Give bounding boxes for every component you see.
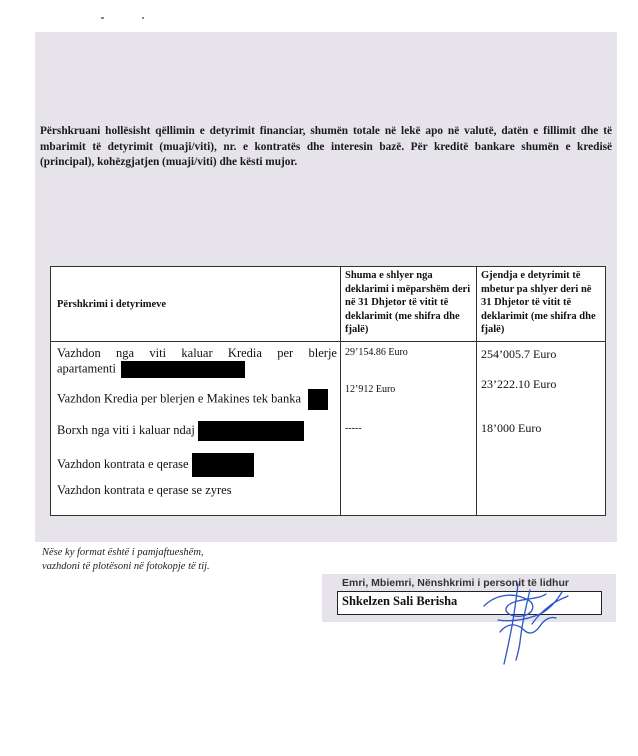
instructions-text: Përshkruani hollësisht qëllimin e detyrimit financiar, shumën totale në lekë apo në valutë, datën e fillimit dhe të mbarimit të detyrimit (muaji/viti), nr. e kontratës dhe interesin bazë. Për kreditë bankare shumën e kredisë (principal), kohëzgjatjen (muaji/viti) dhe kësti mujor.	[40, 125, 612, 169]
redaction-block	[308, 389, 328, 410]
redaction-block	[198, 421, 304, 441]
footnote	[42, 546, 210, 574]
list-item	[57, 453, 254, 477]
signature-caption: Emri, Mbiemri, Nënshkrimi i personit të lidhur	[342, 577, 569, 589]
remaining-amount-cell	[477, 342, 606, 516]
footnote-line: vazhdoni të plotësoni në fotokopje të tij.	[42, 561, 210, 572]
list-item	[57, 483, 232, 498]
item-text: Vazhdon kontrata e qerase se zyres	[57, 483, 232, 497]
remaining-value: 254’005.7 Euro	[481, 347, 557, 361]
paid-value: -----	[345, 423, 362, 434]
item-line: Vazhdon nga viti kaluar Kredia per blerje	[57, 346, 337, 360]
table-body-row	[51, 342, 606, 516]
paid-value: 12’912 Euro	[345, 384, 396, 395]
signature-stroke	[500, 617, 556, 632]
paid-value: 29’154.86 Euro	[345, 347, 408, 358]
remaining-value: 23’222.10 Euro	[481, 377, 557, 391]
header-paid-amount: Shuma e shlyer nga deklarimi i mëparshëm deri në 31 Dhjetor të vitit të deklarimit (me shifra dhe fjalë)	[341, 267, 477, 342]
footnote-line: Nëse ky format është i pamjaftueshëm,	[42, 547, 204, 558]
header-remaining-amount: Gjendja e detyrimit të mbetur pa shlyer deri në 31 Dhjetor të vitit të deklarimit (me shifra dhe fjalë)	[477, 267, 606, 342]
item-line	[57, 361, 337, 378]
redaction-block	[121, 361, 245, 378]
handwritten-signature	[470, 580, 570, 666]
table-header-row	[51, 267, 606, 342]
remaining-value: 18’000 Euro	[481, 421, 542, 435]
signature-stroke	[532, 596, 568, 624]
paid-amount-cell	[341, 342, 477, 516]
item-text: Borxh nga viti i kaluar ndaj	[57, 422, 195, 437]
item-text: apartamenti	[57, 361, 116, 376]
debts-table	[50, 266, 606, 516]
scan-speck	[142, 17, 144, 19]
header-description: Përshkrimi i detyrimeve	[51, 267, 341, 342]
scan-speck	[101, 17, 104, 19]
item-text: Vazhdon kontrata e qerase	[57, 456, 189, 471]
list-item	[57, 421, 304, 441]
list-item	[57, 346, 337, 378]
list-item	[57, 389, 328, 410]
description-cell	[51, 342, 341, 516]
item-text: Vazhdon Kredia per blerjen e Makines tek banka	[57, 391, 302, 406]
redaction-block	[192, 453, 254, 477]
signatory-name: Shkelzen Sali Berisha	[342, 594, 458, 608]
